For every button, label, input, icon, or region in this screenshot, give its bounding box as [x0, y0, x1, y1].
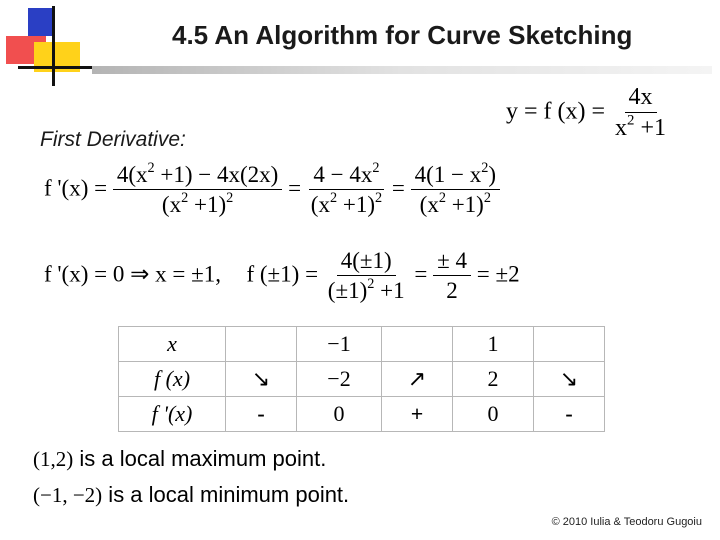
- cf1-den-exp: 2: [367, 276, 375, 293]
- conclusion-minimum: [33, 482, 349, 508]
- critical-fraction-1: [324, 248, 409, 304]
- f3-den-base: (x: [419, 192, 439, 217]
- function-definition: [506, 84, 670, 142]
- f3-den-exp: 2: [438, 190, 446, 207]
- table-cell: −2: [297, 362, 382, 397]
- table-cell: 1: [453, 327, 534, 362]
- den-exp: 2: [627, 112, 635, 129]
- table-cell: 0: [453, 397, 534, 432]
- table-row-fx: [119, 362, 605, 397]
- function-denominator: [611, 113, 670, 142]
- derivative-fraction-1: [113, 162, 282, 218]
- f1-num: 4(x: [116, 162, 148, 187]
- increasing-arrow-icon: ↗: [382, 362, 453, 397]
- table-cell: −1: [297, 327, 382, 362]
- function-lhs: y = f (x) =: [506, 98, 606, 125]
- table-cell: [534, 327, 605, 362]
- row-label-fprime: f '(x): [119, 397, 226, 432]
- den-tail: +1: [634, 115, 667, 141]
- derivative-fraction-2-numerator: [309, 162, 383, 190]
- table-row-fprime: [119, 397, 605, 432]
- f2-den-base: (x: [310, 192, 330, 217]
- f2-den-exp2: 2: [374, 190, 383, 207]
- f2-den-exp: 2: [329, 190, 338, 207]
- f3-den-exp2: 2: [483, 190, 491, 207]
- f3-num-exp: 2: [481, 160, 489, 177]
- table-cell: [226, 327, 297, 362]
- function-numerator: 4x: [625, 84, 657, 113]
- critical-fraction-2-numerator: ± 4: [433, 248, 471, 276]
- derivative-fraction-3-numerator: [411, 162, 500, 190]
- f3-num: 4(1 − x: [414, 162, 482, 187]
- f1-num-exp: 2: [147, 160, 155, 177]
- minimum-point: (−1, −2): [33, 483, 103, 507]
- f1-den-base: (x: [161, 192, 182, 217]
- f2-den-mid: +1): [337, 192, 375, 217]
- table-cell: 2: [453, 362, 534, 397]
- cf1-den: (±1): [327, 278, 368, 303]
- equals-sign: =: [391, 175, 405, 201]
- function-fraction: [611, 84, 670, 142]
- table-cell: [382, 327, 453, 362]
- maximum-text: is a local maximum point.: [73, 446, 327, 471]
- decreasing-arrow-icon: ↘: [534, 362, 605, 397]
- f3-den-mid: +1): [445, 192, 484, 217]
- derivative-fraction-1-numerator: [113, 162, 282, 190]
- sign-table: [118, 326, 605, 432]
- derivative-fraction-2: [307, 162, 386, 218]
- derivative-lhs: f '(x) =: [44, 175, 108, 201]
- maximum-point: (1,2): [33, 447, 74, 471]
- den-base: x: [615, 115, 628, 141]
- critical-lhs: f '(x) = 0 ⇒ x = ±1,: [44, 261, 221, 287]
- f1-den-mid: +1): [188, 192, 227, 217]
- f1-den-exp2: 2: [226, 190, 234, 207]
- derivative-fraction-3-denominator: [416, 190, 495, 218]
- critical-fraction-2: [433, 248, 471, 304]
- f1-num-tail: +1) − 4x(2x): [154, 162, 279, 187]
- sign-cell: -: [534, 397, 605, 432]
- f3-num-tail: ): [488, 162, 497, 187]
- critical-fraction-1-numerator: 4(±1): [337, 248, 396, 276]
- derivative-equation: [44, 162, 500, 218]
- f2-num-exp: 2: [372, 160, 380, 177]
- slide-logo: [0, 0, 100, 90]
- critical-result: = ±2: [476, 261, 520, 287]
- critical-points-equation: [44, 248, 520, 304]
- equals-sign: =: [288, 175, 302, 201]
- table-row-x: [119, 327, 605, 362]
- decreasing-arrow-icon: ↘: [226, 362, 297, 397]
- equals-sign: =: [414, 261, 428, 287]
- derivative-fraction-3: [411, 162, 500, 218]
- title-underline: [92, 66, 712, 74]
- f1-den-exp: 2: [181, 190, 189, 207]
- sign-cell: +: [382, 397, 453, 432]
- conclusion-maximum: [33, 446, 326, 472]
- row-label-x: x: [119, 327, 226, 362]
- critical-f-lhs: f (±1) =: [246, 261, 319, 287]
- slide-title: 4.5 An Algorithm for Curve Sketching: [172, 20, 633, 50]
- minimum-text: is a local minimum point.: [102, 482, 350, 507]
- critical-fraction-1-denominator: [324, 276, 409, 304]
- section-label: First Derivative:: [40, 128, 186, 151]
- derivative-fraction-1-denominator: [158, 190, 237, 218]
- copyright-notice: © 2010 Iulia & Teodoru Gugoiu: [551, 516, 702, 528]
- sign-cell: -: [226, 397, 297, 432]
- row-label-fx: f (x): [119, 362, 226, 397]
- derivative-fraction-2-denominator: [307, 190, 386, 218]
- cf1-den-tail: +1: [374, 278, 405, 303]
- table-cell: 0: [297, 397, 382, 432]
- critical-fraction-2-denominator: 2: [446, 278, 458, 303]
- f2-num: 4 − 4x: [313, 162, 373, 187]
